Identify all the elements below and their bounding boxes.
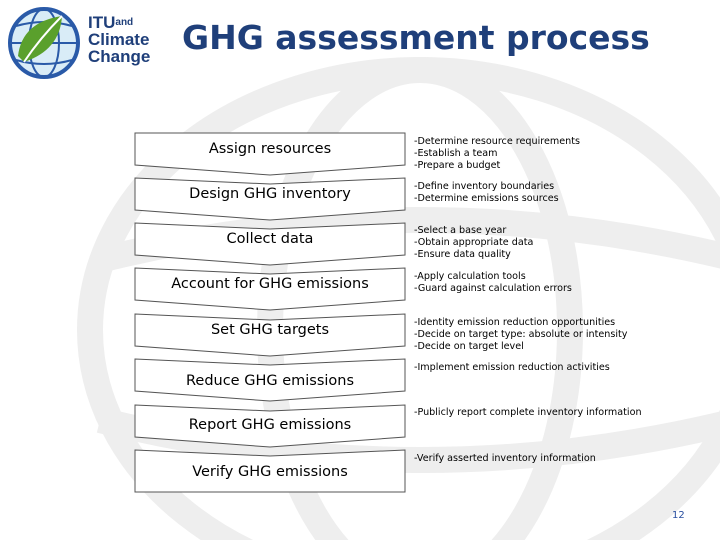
step-verify-emissions: [134, 449, 406, 493]
detail-line: -Determine emissions sources: [414, 193, 559, 204]
step-assign-resources: [134, 132, 406, 176]
detail-line: -Implement emission reduction activities: [414, 362, 610, 373]
detail-line: -Establish a team: [414, 148, 498, 159]
page-number: 12: [672, 510, 685, 521]
step-label: Design GHG inventory: [189, 186, 351, 202]
detail-line: -Obtain appropriate data: [414, 237, 534, 248]
detail-line: -Define inventory boundaries: [414, 181, 555, 192]
detail-line: -Identity emission reduction opportunities: [414, 317, 616, 328]
detail-line: -Apply calculation tools: [414, 271, 526, 282]
detail-line: -Determine resource requirements: [414, 136, 580, 147]
step-label: Account for GHG emissions: [171, 276, 369, 292]
details-set-targets: [414, 317, 710, 353]
step-set-targets: [134, 313, 406, 357]
details-reduce-emissions: [414, 362, 710, 374]
step-reduce-emissions: [134, 358, 406, 402]
details-collect-data: [414, 225, 710, 261]
step-report-emissions: [134, 404, 406, 448]
detail-line: -Verify asserted inventory information: [414, 453, 596, 464]
step-label: Collect data: [226, 231, 314, 247]
detail-line: -Publicly report complete inventory information: [414, 407, 642, 418]
step-design-inventory: [134, 177, 406, 221]
step-label: Set GHG targets: [210, 322, 330, 338]
detail-line: -Decide on target level: [414, 341, 524, 352]
details-account-emissions: [414, 271, 710, 295]
detail-line: -Ensure data quality: [414, 249, 511, 260]
step-collect-data: [134, 222, 406, 266]
logo-text: $ITU^{and}$ Climate Change: [88, 13, 151, 66]
details-report-emissions: [414, 407, 710, 419]
step-label: Report GHG emissions: [188, 417, 352, 433]
detail-line: -Prepare a budget: [414, 160, 501, 171]
detail-line: -Decide on target type: absolute or intensity: [414, 329, 628, 340]
details-assign-resources: [414, 136, 710, 172]
details-verify-emissions: [414, 453, 710, 465]
detail-line: -Select a base year: [414, 225, 507, 236]
step-label: Reduce GHG emissions: [185, 373, 355, 389]
detail-line: -Guard against calculation errors: [414, 283, 572, 294]
details-design-inventory: [414, 181, 710, 205]
step-account-emissions: [134, 267, 406, 311]
step-label: Verify GHG emissions: [192, 464, 348, 480]
page-title: GHG assessment process: [182, 18, 650, 57]
step-label: Assign resources: [208, 141, 332, 157]
